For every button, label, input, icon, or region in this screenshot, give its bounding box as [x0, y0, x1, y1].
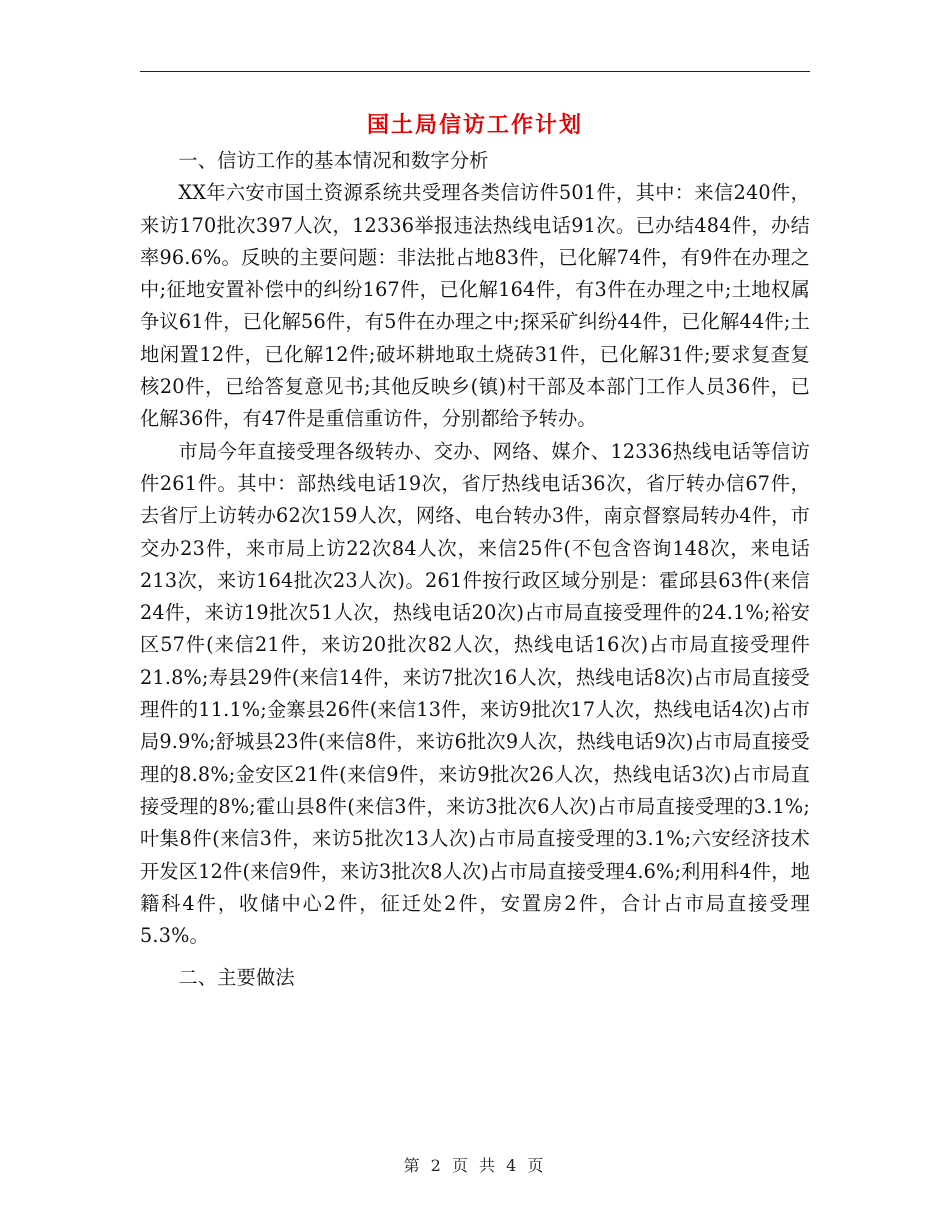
paragraph-direct-cases: 市局今年直接受理各级转办、交办、网络、媒介、12336热线电话等信访件261件。其中：部热线电话19次，省厅热线电话36次，省厅转办信67件，去省厅上访转办62次159人次，网络、电台转办3件，南京督察局转办4件，市交办23件，来市局上访22次84人次，来信25件(不包含咨询148次，来电话213次，来访164批次23人次)。261件按行政区域分别是：霍邱县63件(来信24件，来访19批次51人次，热线电话20次)占市局直接受理件的24.1%;裕安区57件(来信21件，来访20批次82人次，热线电话16次)占市局直接受理件21.8%;寿县29件(来信14件，来访7批次16人次，热线电话8次)占市局直接受理件的11.1%;金寨县26件(来信13件，来访9批次17人次，热线电话4次)占市局9.9%;舒城县23件(来信8件，来访6批次9人次，热线电话9次)占市局直接受理的8.8%;金安区21件(来信9件，来访9批次26人次，热线电话3次)占市局直接受理的8%;霍山县8件(来信3件，来访3批次6人次)占市局直接受理的3.1%;叶集8件(来信3件，来访5批次13人次)占市局直接受理的3.1%;六安经济技术开发区12件(来信9件，来访3批次8人次)占市局直接受理4.6%;利用科4件，地籍科4件，收储中心2件，征迁处2件，安置房2件，合计占市局直接受理5.3%。	[140, 439, 810, 948]
document-title: 国土局信访工作计划	[366, 112, 583, 138]
header-rule	[140, 71, 810, 72]
document-body	[140, 145, 810, 995]
section-heading-1: 一、信访工作的基本情况和数字分析	[178, 149, 489, 172]
page-number: 第 2 页 共 4 页	[403, 1156, 547, 1175]
section-heading-2: 二、主要做法	[178, 966, 295, 990]
paragraph-statistics: XX年六安市国土资源系统共受理各类信访件501件，其中：来信240件，来访170批次397人次，12336举报违法热线电话91次。已办结484件，办结率96.6%。反映的主要问题：非法批占地83件，已化解74件，有9件在办理之中;征地安置补偿中的纠纷167件，已化解164件，有3件在办理之中;土地权属争议61件，已化解56件，有5件在办理之中;探采矿纠纷44件，已化解44件;土地闲置12件，已化解12件;破坏耕地取土烧砖31件，已化解31件;要求复查复核20件，已给答复意见书;其他反映乡(镇)村干部及本部门工作人员36件，已化解36件，有47件是重信重访件，分别都给予转办。	[140, 181, 810, 431]
